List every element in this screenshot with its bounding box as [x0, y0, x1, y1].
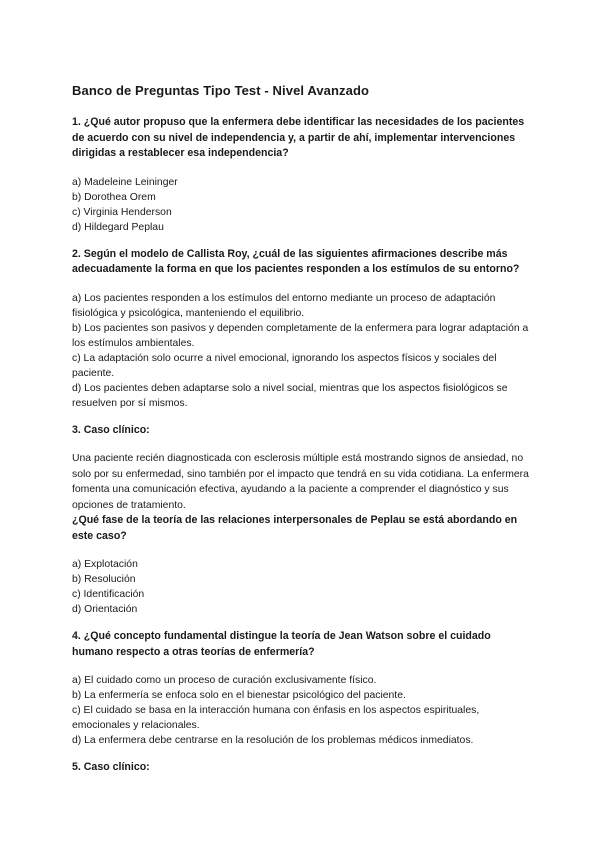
option-d: d) Los pacientes deben adaptarse solo a nivel social, mientras que los aspectos fisiológicos se resuelven por sí mismos. [72, 382, 508, 409]
document-title: Banco de Preguntas Tipo Test - Nivel Avanzado [72, 83, 370, 98]
option-d: d) Orientación [72, 604, 138, 615]
option-d: d) Hildegard Peplau [72, 221, 164, 233]
document-page [72, 83, 532, 789]
option-b: b) Dorothea Orem [72, 191, 156, 203]
option-a: a) Explotación [72, 559, 138, 570]
question-4-options [72, 673, 532, 748]
question-3-heading: 3. Caso clínico: [72, 423, 150, 436]
option-a: a) Madeleine Leininger [72, 176, 178, 188]
question-2-options [72, 291, 532, 411]
question-1-options [72, 175, 532, 235]
option-c: c) Virginia Henderson [72, 206, 172, 218]
question-3-case: Una paciente recién diagnosticada con esclerosis múltiple está mostrando signos de ansiedad, no solo por su enfermedad, sino también por el impacto que tendrá en su vida cotidiana. La enfermera fomenta una comunicación efectiva, ayudando a la paciente a comprender el diagnóstico y sus opciones de tratamiento. [72, 453, 529, 511]
option-c: c) La adaptación solo ocurre a nivel emocional, ignorando los aspectos físicos y sociales del paciente. [72, 352, 497, 379]
question-1: 1. ¿Qué autor propuso que la enfermera debe identificar las necesidades de los pacientes de acuerdo con su nivel de independencia y, a partir de ahí, implementar intervenciones dirigidas a restablecer esa independencia? [72, 116, 525, 159]
option-a: a) Los pacientes responden a los estímulos del entorno mediante un proceso de adaptación fisiológica y psicológica, manteniendo el equilibrio. [72, 292, 496, 319]
option-a: a) El cuidado como un proceso de curación exclusivamente físico. [72, 675, 377, 686]
option-b: b) La enfermería se enfoca solo en el bienestar psicológico del paciente. [72, 690, 406, 701]
option-b: b) Resolución [72, 574, 136, 585]
question-5-heading: 5. Caso clínico: [72, 761, 150, 773]
question-3-options [72, 557, 532, 617]
question-3: ¿Qué fase de la teoría de las relaciones interpersonales de Peplau se está abordando en este caso? [72, 514, 518, 542]
option-b: b) Los pacientes son pasivos y dependen completamente de la enfermera para lograr adaptación a los estímulos ambientales. [72, 322, 529, 349]
option-c: c) Identificación [72, 589, 145, 600]
question-2: 2. Según el modelo de Callista Roy, ¿cuál de las siguientes afirmaciones describe más adecuadamente la forma en que los pacientes responden a los estímulos de su entorno? [72, 247, 520, 275]
question-4: 4. ¿Qué concepto fundamental distingue la teoría de Jean Watson sobre el cuidado humano respecto a otras teorías de enfermería? [72, 630, 491, 658]
option-d: d) La enfermera debe centrarse en la resolución de los problemas médicos inmediatos. [72, 735, 474, 746]
option-c: c) El cuidado se basa en la interacción humana con énfasis en los aspectos espirituales, emocionales y relacionales. [72, 705, 480, 731]
